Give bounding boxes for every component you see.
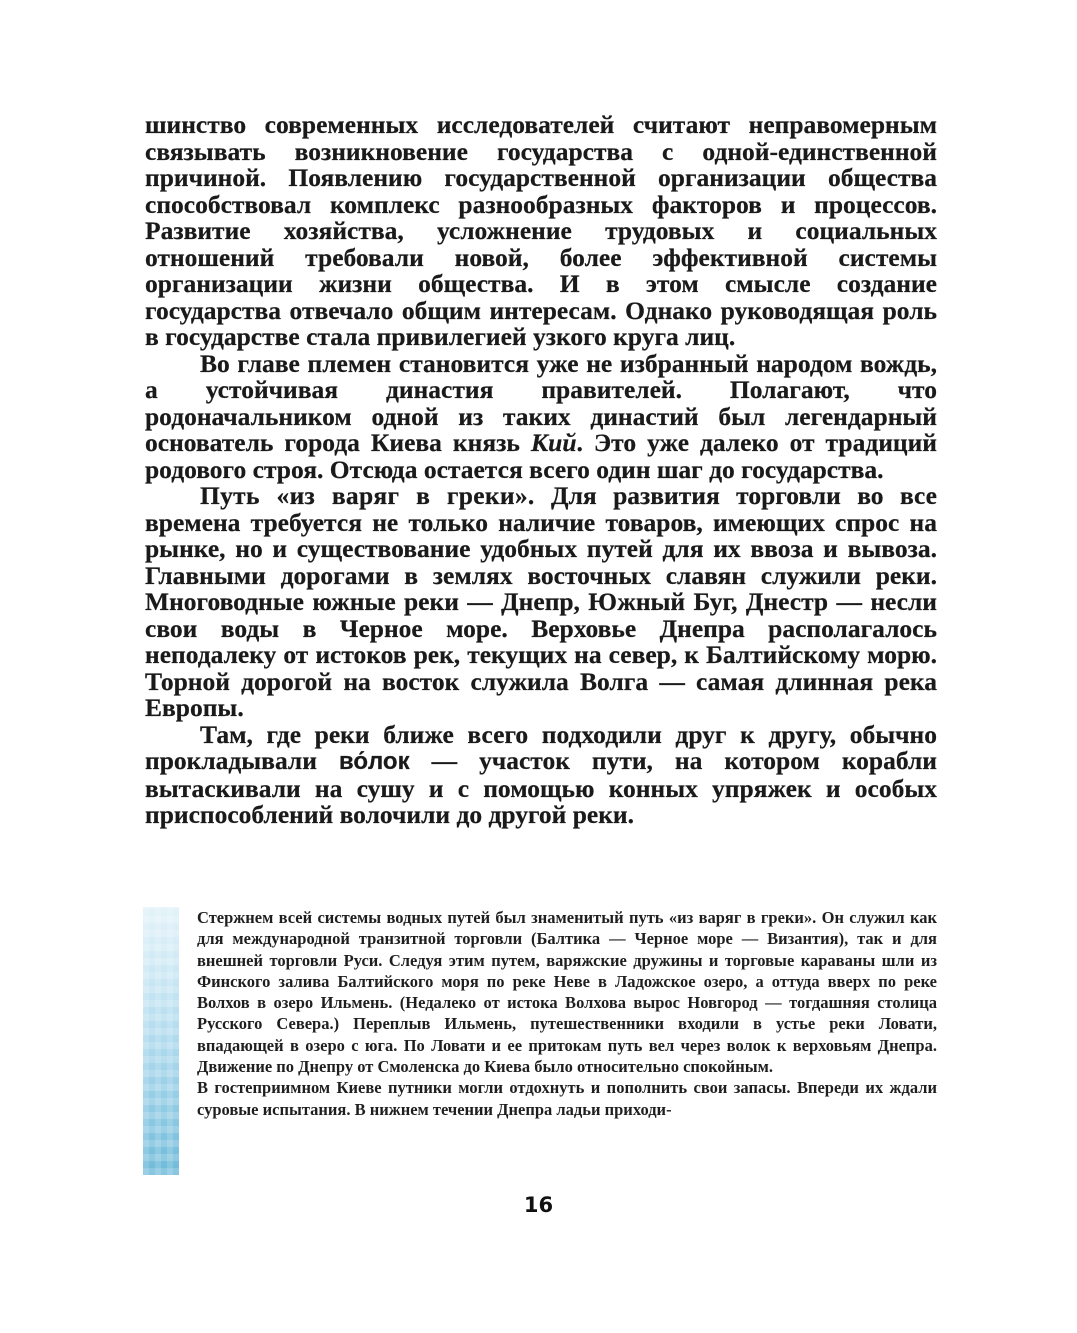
- sidebar-paragraph-kiev: В гостеприимном Киеве путники могли отдохнуть и пополнить свои запасы. Впереди их ждали суровые испытания. В нижнем течении Днепра ладьи приходи-: [197, 1078, 937, 1119]
- paragraph-dynasty: [145, 348, 937, 484]
- name-kiy: Кий: [530, 428, 577, 457]
- section-heading-varangians-to-greeks: Путь «из варяг в греки».: [200, 481, 535, 510]
- main-text-block: [145, 112, 937, 829]
- paragraph-portage: [145, 719, 937, 829]
- paragraph-trade-route: [145, 483, 937, 722]
- paragraph-portage-text-end: — участок пути, на котором корабли вытаскивали на сушу и с помощью конных упряжек и особых приспособлений волочили до другой реки.: [145, 746, 937, 829]
- sidebar-text: [197, 907, 937, 1120]
- term-volok: во́лок: [338, 748, 410, 775]
- paragraph-portage-text-start: Там, где реки ближе всего подходили друг к другу, обычно прокладывали: [145, 719, 937, 775]
- page-number: 16: [523, 1193, 554, 1217]
- paragraph-dynasty-text-end: . Это уже далеко от традиций родового строя. Отсюда остается всего один шаг до государства.: [145, 428, 937, 484]
- paragraph-trade-route-text: Для развития торговли во все времена требуется не только наличие товаров, имеющих спрос на рынке, но и существование удобных путей для их ввоза и вывоза. Главными дорогами в землях восточных славян служили реки. Многоводные южные реки — Днепр, Южный Буг, Днестр — несли свои воды в Черное море. Верховье Днепра располагалось неподалеку от истоков рек, текущих на север, к Балтийскому морю. Торной дорогой на восток служила Волга — самая длинная река Европы.: [145, 481, 937, 722]
- sidebar-paragraph-route: Стержнем всей системы водных путей был знаменитый путь «из варяг в греки». Он служил как для международной транзитной торговли (Балтика — Черное море — Византия), так и для внешней торговли Руси. Следуя этим путем, варяжские дружины и торговые караваны шли из Финского залива Балтийского моря по реке Неве в Ладожское озеро, а оттуда вверх по реке Волхов в озеро Ильмень. (Недалеко от истока Волхова вырос Новгород — тогдашняя столица Русского Севера.) Переплыв Ильмень, путешественники входили в устье реки Ловати, впадающей в озеро с юга. По Ловати и ее притокам путь вел через волок к верховьям Днепра. Движение по Днепру от Смоленска до Киева было относительно спокойным.: [197, 908, 937, 1077]
- paragraph-dynasty-text-start: Во главе племен становится уже не избранный народом вождь, а устойчивая династия правителей. Полагают, что родоначальником одной из таких династий был легендарный основатель города Киева князь: [145, 348, 937, 457]
- paragraph-continuation: шинство современных исследователей считают неправомерным связывать возникновение государства с одной-единственной причиной. Появлению государственной организации общества способствовал комплекс разнообразных факторов и процессов. Развитие хозяйства, усложнение трудовых и социальных отношений требовали новой, более эффективной системы организации жизни общества. И в этом смысле создание государства отвечало общим интересам. Однако руководящая роль в государстве стала привилегией узкого круга лиц.: [145, 110, 937, 351]
- sidebar-accent-bar: [143, 907, 179, 1175]
- sidebar-note: [143, 907, 938, 1175]
